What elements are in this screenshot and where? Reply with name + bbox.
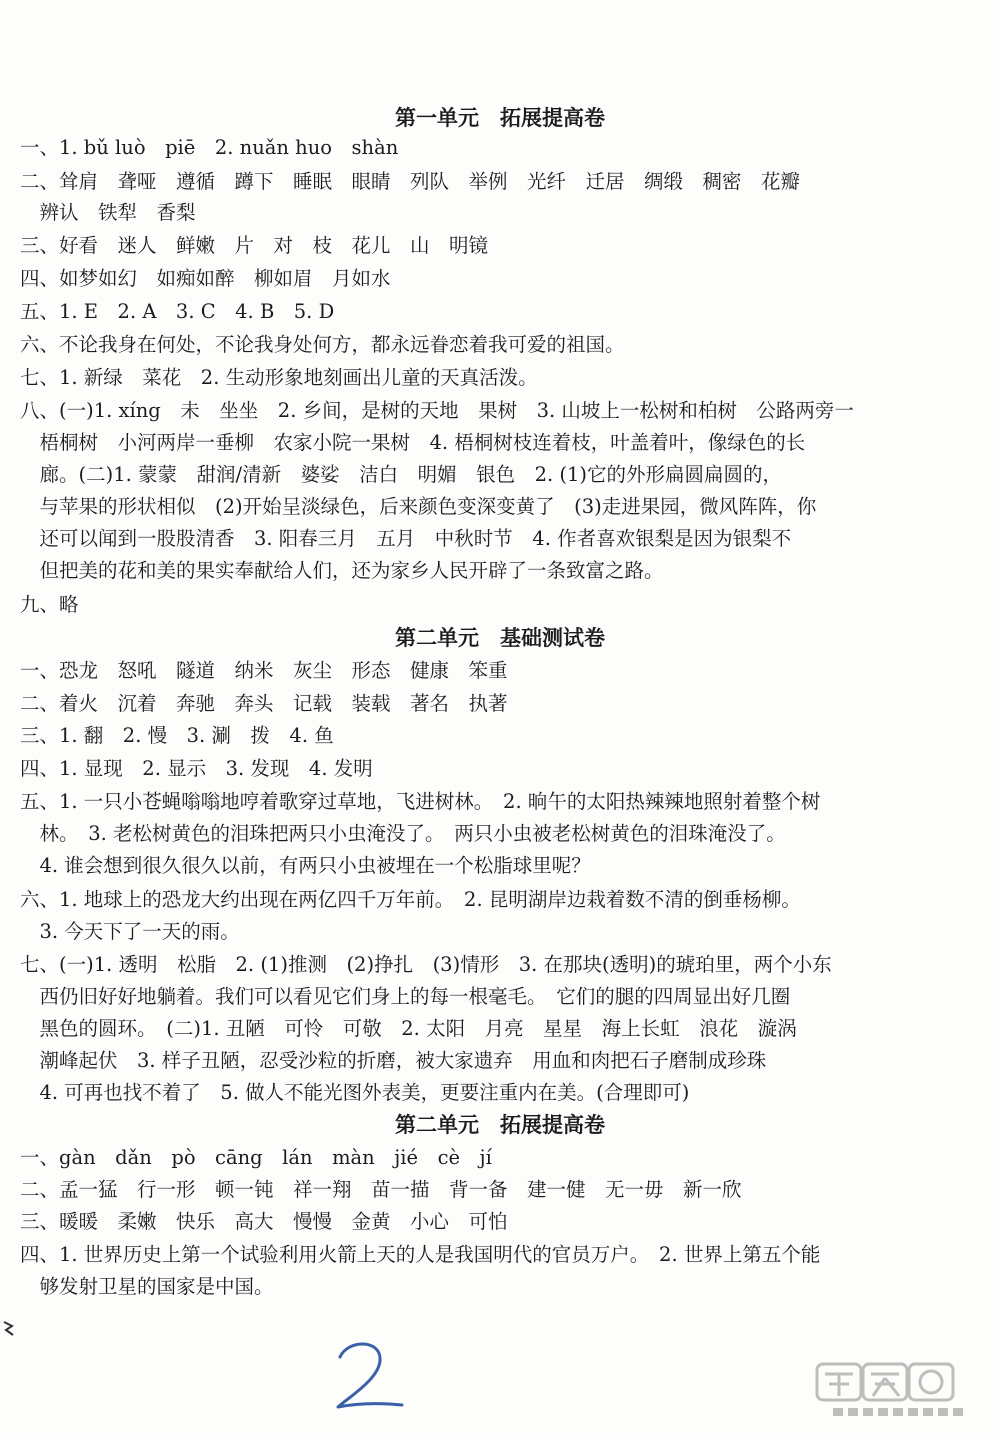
answer-line: 六、1. 地球上的恐龙大约出现在两亿四千万年前。 2. 昆明湖岸边栽着数不清的倒垂杨柳。 (20, 888, 801, 911)
handwritten-page-number (330, 1335, 410, 1415)
answer-line: 二、耸肩 聋哑 遵循 蹲下 睡眠 眼睛 列队 举例 光纤 迁居 绸缎 稠密 花瓣 (20, 170, 801, 193)
answer-line: 八、(一)1. xíng 未 坐坐 2. 乡间，是树的天地 果树 3. 山坡上一松树和柏树 公路两旁一 (20, 399, 854, 422)
answer-line: 四、1. 显现 2. 显示 3. 发现 4. 发明 (20, 757, 373, 780)
answer-line: 4. 谁会想到很久很久以前，有两只小虫被埋在一个松脂球里呢？ (20, 854, 591, 877)
section-heading: 第二单元 基础测试卷 (395, 626, 605, 650)
scan-edge-mark (2, 1318, 16, 1338)
answer-line: 西仍旧好好地躺着。我们可以看见它们身上的每一根毫毛。 它们的腿的四周显出好几圈 (20, 985, 791, 1008)
section-heading: 第一单元 拓展提高卷 (395, 106, 605, 130)
answer-line: 4. 可再也找不着了 5. 做人不能光图外表美，更要注重内在美。(合理即可) (20, 1081, 690, 1104)
answer-line: 黑色的圆环。 (二)1. 丑陋 可怜 可敬 2. 太阳 月亮 星星 海上长虹 浪花 漩涡 (20, 1017, 797, 1040)
answer-line: 二、孟一猛 行一形 顿一钝 祥一翔 苗一描 背一备 建一健 无一毋 新一欣 (20, 1178, 742, 1201)
answer-line: 五、1. 一只小苍蝇嗡嗡地哼着歌穿过草地，飞进树林。 2. 晌午的太阳热辣辣地照射着整个树 (20, 790, 821, 813)
answer-line: 3. 今天下了一天的雨。 (20, 920, 240, 943)
answer-line: 三、1. 翻 2. 慢 3. 涮 拨 4. 鱼 (20, 724, 334, 747)
answer-line: 但把美的花和美的果实奉献给人们，还为家乡人民开辟了一条致富之路。 (20, 559, 664, 582)
answer-line: 一、gàn dǎn pò cāng lán màn jié cè jí (20, 1146, 492, 1169)
answer-line: 三、暖暖 柔嫩 快乐 高大 慢慢 金黄 小心 可怕 (20, 1210, 508, 1233)
answer-line: 梧桐树 小河两岸一垂柳 农家小院一果树 4. 梧桐树枝连着枝，叶盖着叶，像绿色的长 (20, 431, 806, 454)
answer-line: 四、如梦如幻 如痴如醉 柳如眉 月如水 (20, 267, 391, 290)
answer-line: 六、不论我身在何处，不论我身处何方，都永远眷恋着我可爱的祖国。 (20, 333, 625, 356)
answer-line: 还可以闻到一股股清香 3. 阳春三月 五月 中秋时节 4. 作者喜欢银梨是因为银梨不 (20, 527, 792, 550)
section-heading: 第二单元 拓展提高卷 (395, 1113, 605, 1137)
answer-line: 潮峰起伏 3. 样子丑陋，忍受沙粒的折磨，被大家遗弃 用血和肉把石子磨制成珍珠 (20, 1049, 767, 1072)
answer-line: 三、好看 迷人 鲜嫩 片 对 枝 花儿 山 明镜 (20, 234, 489, 257)
answer-line: 二、着火 沉着 奔驰 奔头 记载 装载 著名 执著 (20, 692, 508, 715)
answer-line: 辨认 铁犁 香梨 (20, 201, 196, 224)
answer-line: 与苹果的形状相似 (2)开始呈淡绿色，后来颜色变深变黄了 (3)走进果园，微风阵阵，你 (20, 495, 817, 518)
answer-line: 四、1. 世界历史上第一个试验利用火箭上天的人是我国明代的官员万户。 2. 世界上第五个能 (20, 1243, 821, 1266)
answer-line: 一、恐龙 怒吼 隧道 纳米 灰尘 形态 健康 笨重 (20, 659, 508, 682)
answer-line: 九、略 (20, 593, 79, 616)
answer-line: 林。 3. 老松树黄色的泪珠把两只小虫淹没了。 两只小虫被老松树黄色的泪珠淹没了。 (20, 822, 786, 845)
answer-line: 廊。(二)1. 蒙蒙 甜润/清新 婆娑 洁白 明媚 银色 2. (1)它的外形扁圆扁圆的， (20, 463, 783, 486)
watermark-logo (815, 1360, 995, 1430)
answer-line: 一、1. bǔ luò piē 2. nuǎn huo shàn (20, 136, 399, 159)
answer-line: 五、1. E 2. A 3. C 4. B 5. D (20, 300, 335, 323)
answer-line: 七、(一)1. 透明 松脂 2. (1)推测 (2)挣扎 (3)情形 3. 在那块(透明)的琥珀里，两个小东 (20, 953, 832, 976)
answer-line: 七、1. 新绿 菜花 2. 生动形象地刻画出儿童的天真活泼。 (20, 366, 538, 389)
answer-line: 够发射卫星的国家是中国。 (20, 1275, 274, 1298)
